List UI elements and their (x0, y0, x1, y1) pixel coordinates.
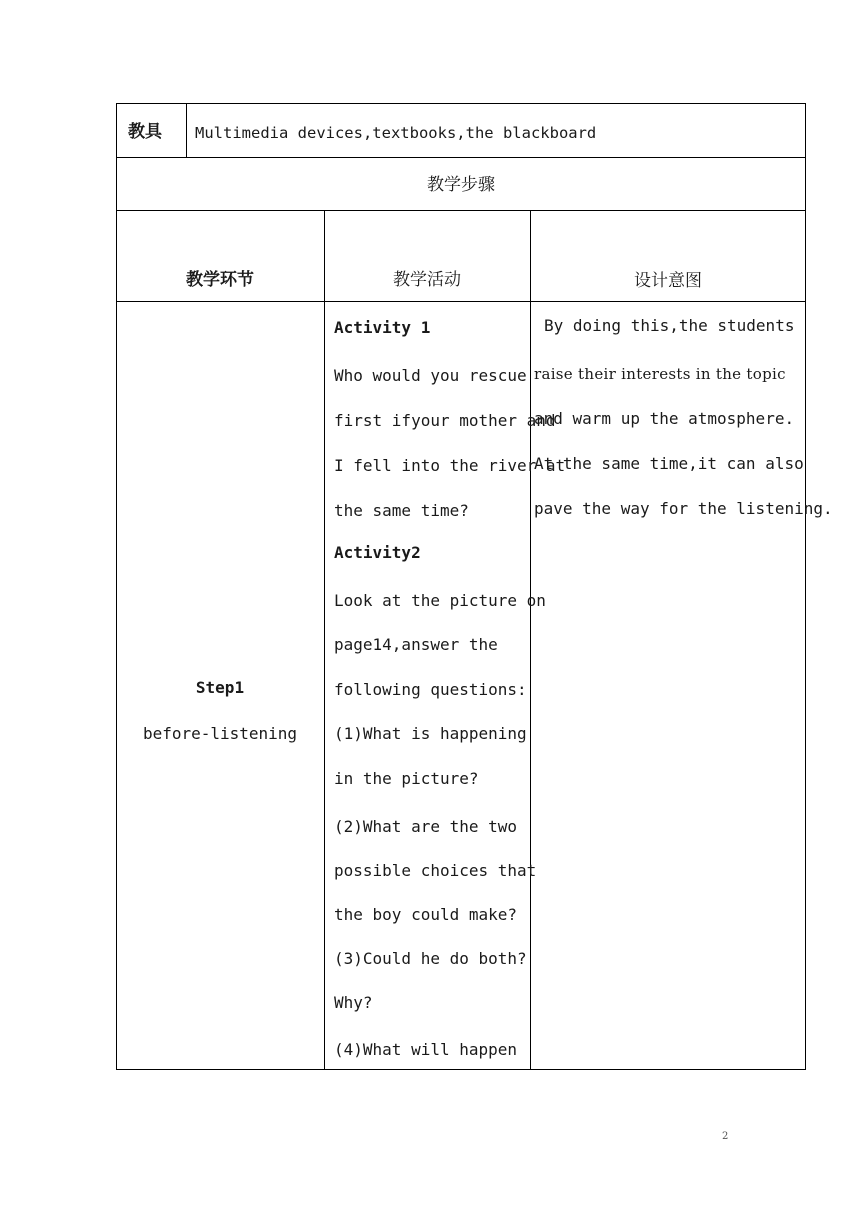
col-header-stage: 教学环节 (186, 270, 254, 290)
table-col-divider (530, 210, 531, 1070)
table-border-right (805, 103, 806, 1070)
table-row-divider (116, 301, 806, 302)
activity-line: the boy could make? (334, 905, 518, 924)
step-stage: before-listening (142, 724, 298, 743)
steps-heading: 教学步骤 (427, 175, 495, 195)
table-row-divider (116, 210, 806, 211)
table-border-bottom (116, 1069, 806, 1070)
table-col-divider (186, 103, 187, 158)
activity-line: page14,answer the (334, 635, 498, 654)
col-header-activity: 教学活动 (393, 270, 461, 290)
table-border-top (116, 103, 806, 104)
purpose-line: At the same time,it can also (534, 454, 804, 473)
activity-line: possible choices that (334, 861, 537, 880)
activity-line: (1)What is happening (334, 724, 527, 743)
step-name: Step1 (195, 678, 245, 697)
activity-line: first ifyour mother and (334, 411, 556, 430)
activity-heading: Activity2 (334, 543, 421, 562)
activity-line: (3)Could he do both? (334, 949, 527, 968)
purpose-line: By doing this,the students (544, 316, 795, 335)
activity-line: in the picture? (334, 769, 479, 788)
purpose-line: pave the way for the listening. (534, 499, 833, 518)
activity-heading: Activity 1 (334, 318, 431, 337)
activity-line: Who would you rescue (334, 366, 527, 385)
purpose-line: raise their interests in the topic (534, 365, 786, 383)
col-header-purpose: 设计意图 (634, 271, 702, 291)
table-row-divider (116, 157, 806, 158)
tools-label: 教具 (128, 122, 162, 142)
activity-line: (4)What will happen (334, 1040, 518, 1059)
activity-line: following questions: (334, 680, 527, 699)
activity-line: the same time? (334, 501, 469, 520)
purpose-line: and warm up the atmosphere. (534, 409, 795, 428)
table-border-left (116, 103, 117, 1070)
activity-line: I fell into the river at (334, 456, 566, 475)
table-col-divider (324, 210, 325, 1070)
activity-line: (2)What are the two (334, 817, 518, 836)
tools-value: Multimedia devices,textbooks,the blackboard (195, 124, 597, 142)
activity-line: Look at the picture on (334, 591, 546, 610)
page-number: 2 (722, 1131, 729, 1142)
activity-line: Why? (334, 993, 373, 1012)
